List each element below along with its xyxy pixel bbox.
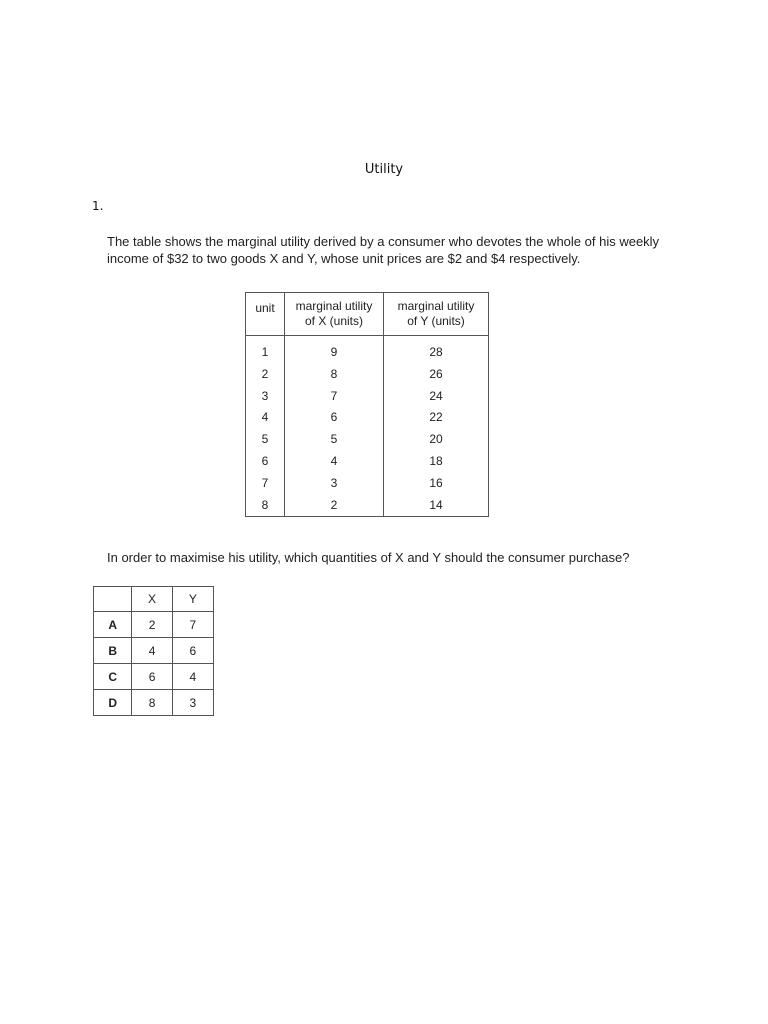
question-intro	[107, 233, 687, 267]
answer-option-c[interactable]	[94, 664, 214, 690]
option-y: 4	[172, 664, 213, 690]
cell-mu-x: 6	[285, 407, 384, 429]
cell-unit: 8	[246, 495, 285, 517]
cell-mu-y: 14	[384, 495, 489, 517]
table-row	[246, 495, 489, 517]
answer-option-d[interactable]	[94, 690, 214, 716]
intro-line-1: The table shows the marginal utility derived by a consumer who devotes the whole of his weekly	[107, 234, 660, 249]
header-mu-y-line1: marginal utility	[397, 299, 475, 313]
option-x: 6	[132, 664, 172, 690]
table-row	[246, 386, 489, 408]
table-row	[246, 364, 489, 386]
header-mu-x-line1: marginal utility	[295, 299, 373, 313]
answer-options-table	[93, 586, 214, 716]
table-header-row	[246, 293, 489, 336]
header-unit: unit	[246, 293, 285, 336]
option-x: 4	[132, 638, 172, 664]
header-blank	[94, 587, 132, 612]
cell-mu-x: 9	[285, 336, 384, 364]
header-x: X	[132, 587, 172, 612]
answer-header-row	[94, 587, 214, 612]
option-y: 6	[172, 638, 213, 664]
table-row	[246, 407, 489, 429]
answer-option-a[interactable]	[94, 612, 214, 638]
cell-unit: 4	[246, 407, 285, 429]
cell-mu-x: 2	[285, 495, 384, 517]
cell-mu-y: 18	[384, 451, 489, 473]
page-title: Utility	[364, 162, 404, 177]
table-row	[246, 451, 489, 473]
cell-mu-y: 22	[384, 407, 489, 429]
option-x: 2	[132, 612, 172, 638]
option-label: C	[94, 664, 132, 690]
cell-unit: 3	[246, 386, 285, 408]
cell-mu-x: 5	[285, 429, 384, 451]
header-mu-y	[384, 293, 489, 336]
header-y: Y	[172, 587, 213, 612]
table-row	[246, 473, 489, 495]
option-label: D	[94, 690, 132, 716]
table-row	[246, 429, 489, 451]
table-row	[246, 336, 489, 364]
question-text: In order to maximise his utility, which quantities of X and Y should the consumer purchase?	[107, 550, 630, 565]
answer-option-b[interactable]	[94, 638, 214, 664]
header-mu-x	[285, 293, 384, 336]
cell-mu-y: 16	[384, 473, 489, 495]
option-x: 8	[132, 690, 172, 716]
cell-mu-y: 24	[384, 386, 489, 408]
cell-unit: 5	[246, 429, 285, 451]
cell-unit: 7	[246, 473, 285, 495]
option-label: B	[94, 638, 132, 664]
option-label: A	[94, 612, 132, 638]
header-mu-y-line2: of Y (units)	[407, 314, 465, 328]
cell-unit: 1	[246, 336, 285, 364]
cell-unit: 2	[246, 364, 285, 386]
cell-mu-x: 8	[285, 364, 384, 386]
intro-line-2: income of $32 to two goods X and Y, whose unit prices are $2 and $4 respectively.	[107, 251, 581, 266]
question-number: 1.	[92, 199, 104, 213]
header-mu-x-line2: of X (units)	[304, 314, 364, 328]
cell-mu-y: 28	[384, 336, 489, 364]
option-y: 7	[172, 612, 213, 638]
cell-mu-x: 4	[285, 451, 384, 473]
cell-mu-y: 26	[384, 364, 489, 386]
option-y: 3	[172, 690, 213, 716]
marginal-utility-table	[245, 292, 489, 517]
cell-unit: 6	[246, 451, 285, 473]
cell-mu-x: 7	[285, 386, 384, 408]
cell-mu-y: 20	[384, 429, 489, 451]
cell-mu-x: 3	[285, 473, 384, 495]
